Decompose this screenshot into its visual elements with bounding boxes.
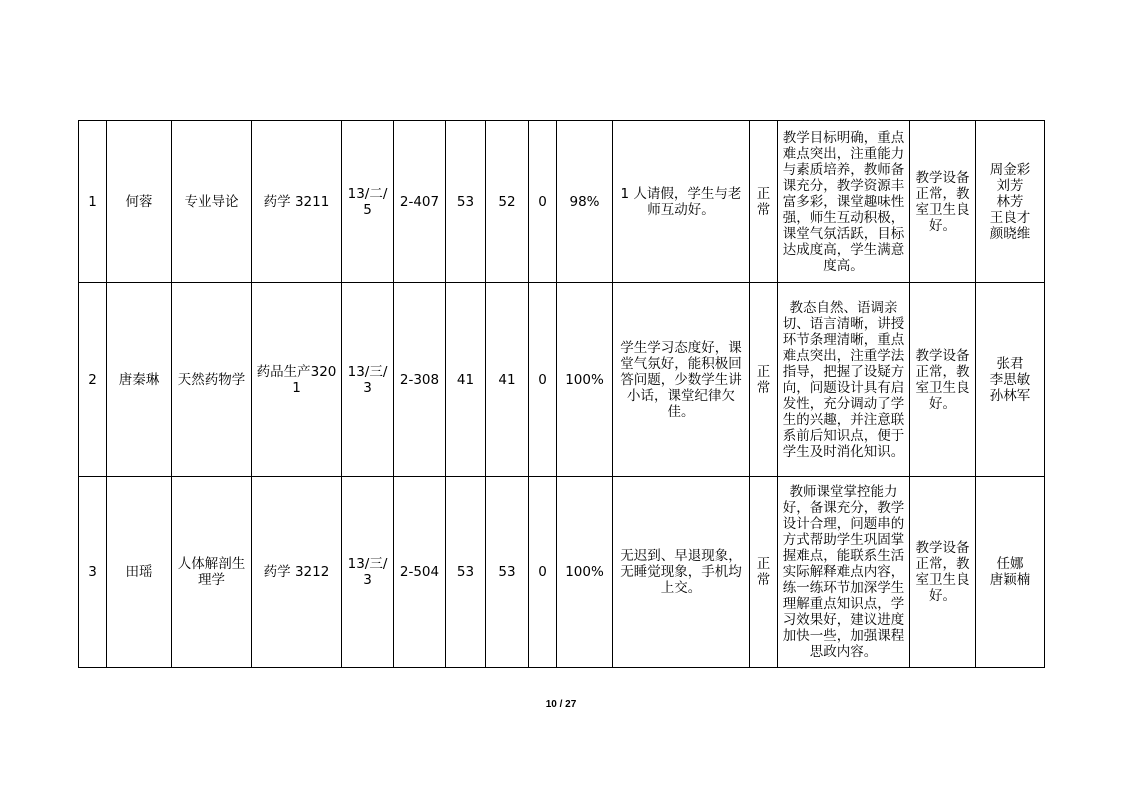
table-row xyxy=(79,121,1045,283)
teaching-status: 正常 xyxy=(750,121,778,283)
class-name: 药学 3212 xyxy=(252,477,342,668)
course-name: 人体解剖生理学 xyxy=(172,477,252,668)
inspector-names: 任娜 唐颖楠 xyxy=(976,477,1045,668)
inspector-names: 张君 李思敏 孙林军 xyxy=(976,283,1045,477)
actual-count: 52 xyxy=(486,121,529,283)
table-row xyxy=(79,477,1045,668)
actual-count: 53 xyxy=(486,477,529,668)
attendance-rate: 98% xyxy=(557,121,613,283)
student-situation: 1 人请假，学生与老师互动好。 xyxy=(613,121,750,283)
student-situation: 学生学习态度好，课堂气氛好，能积极回答问题，少数学生讲小话，课堂纪律欠佳。 xyxy=(613,283,750,477)
attendance-rate: 100% xyxy=(557,283,613,477)
teacher-name: 何蓉 xyxy=(107,121,172,283)
class-name: 药品生产3201 xyxy=(252,283,342,477)
classroom: 2-308 xyxy=(394,283,446,477)
table-row xyxy=(79,283,1045,477)
expected-count: 41 xyxy=(446,283,486,477)
week-session: 13/三/3 xyxy=(342,477,394,668)
classroom: 2-504 xyxy=(394,477,446,668)
teaching-status: 正常 xyxy=(750,283,778,477)
course-name: 天然药物学 xyxy=(172,283,252,477)
expected-count: 53 xyxy=(446,477,486,668)
course-name: 专业导论 xyxy=(172,121,252,283)
late-count: 0 xyxy=(529,477,557,668)
late-count: 0 xyxy=(529,283,557,477)
attendance-rate: 100% xyxy=(557,477,613,668)
class-name: 药学 3211 xyxy=(252,121,342,283)
classroom: 2-407 xyxy=(394,121,446,283)
row-number: 1 xyxy=(79,121,107,283)
teacher-name: 田瑶 xyxy=(107,477,172,668)
row-number: 3 xyxy=(79,477,107,668)
teacher-name: 唐秦琳 xyxy=(107,283,172,477)
student-situation: 无迟到、早退现象，无睡觉现象，手机均上交。 xyxy=(613,477,750,668)
facility-condition: 教学设备正常，教室卫生良好。 xyxy=(910,477,976,668)
teaching-status: 正常 xyxy=(750,477,778,668)
teaching-evaluation: 教学目标明确，重点难点突出，注重能力与素质培养，教师备课充分，教学资源丰富多彩，课堂趣味性强，师生互动积极，课堂气氛活跃，目标达成度高，学生满意度高。 xyxy=(778,121,910,283)
teaching-evaluation: 教态自然、语调亲切、语言清晰，讲授环节条理清晰，重点难点突出，注重学法指导，把握了设疑方向，问题设计具有启发性，充分调动了学生的兴趣，并注意联系前后知识点，便于学生及时消化知识。 xyxy=(778,283,910,477)
facility-condition: 教学设备正常，教室卫生良好。 xyxy=(910,121,976,283)
late-count: 0 xyxy=(529,121,557,283)
inspector-names: 周金彩 刘芳 林芳 王良才 颜晓维 xyxy=(976,121,1045,283)
actual-count: 41 xyxy=(486,283,529,477)
row-number: 2 xyxy=(79,283,107,477)
page-indicator: 10 / 27 xyxy=(545,699,577,710)
inspection-table xyxy=(78,120,1045,668)
week-session: 13/三/3 xyxy=(342,283,394,477)
week-session: 13/二/5 xyxy=(342,121,394,283)
expected-count: 53 xyxy=(446,121,486,283)
teaching-evaluation: 教师课堂掌控能力好，备课充分，教学设计合理，问题串的方式帮助学生巩固掌握难点，能联系生活实际解释难点内容，练一练环节加深学生理解重点知识点，学习效果好，建议进度加快一些，加强课程思政内容。 xyxy=(778,477,910,668)
facility-condition: 教学设备正常，教室卫生良好。 xyxy=(910,283,976,477)
